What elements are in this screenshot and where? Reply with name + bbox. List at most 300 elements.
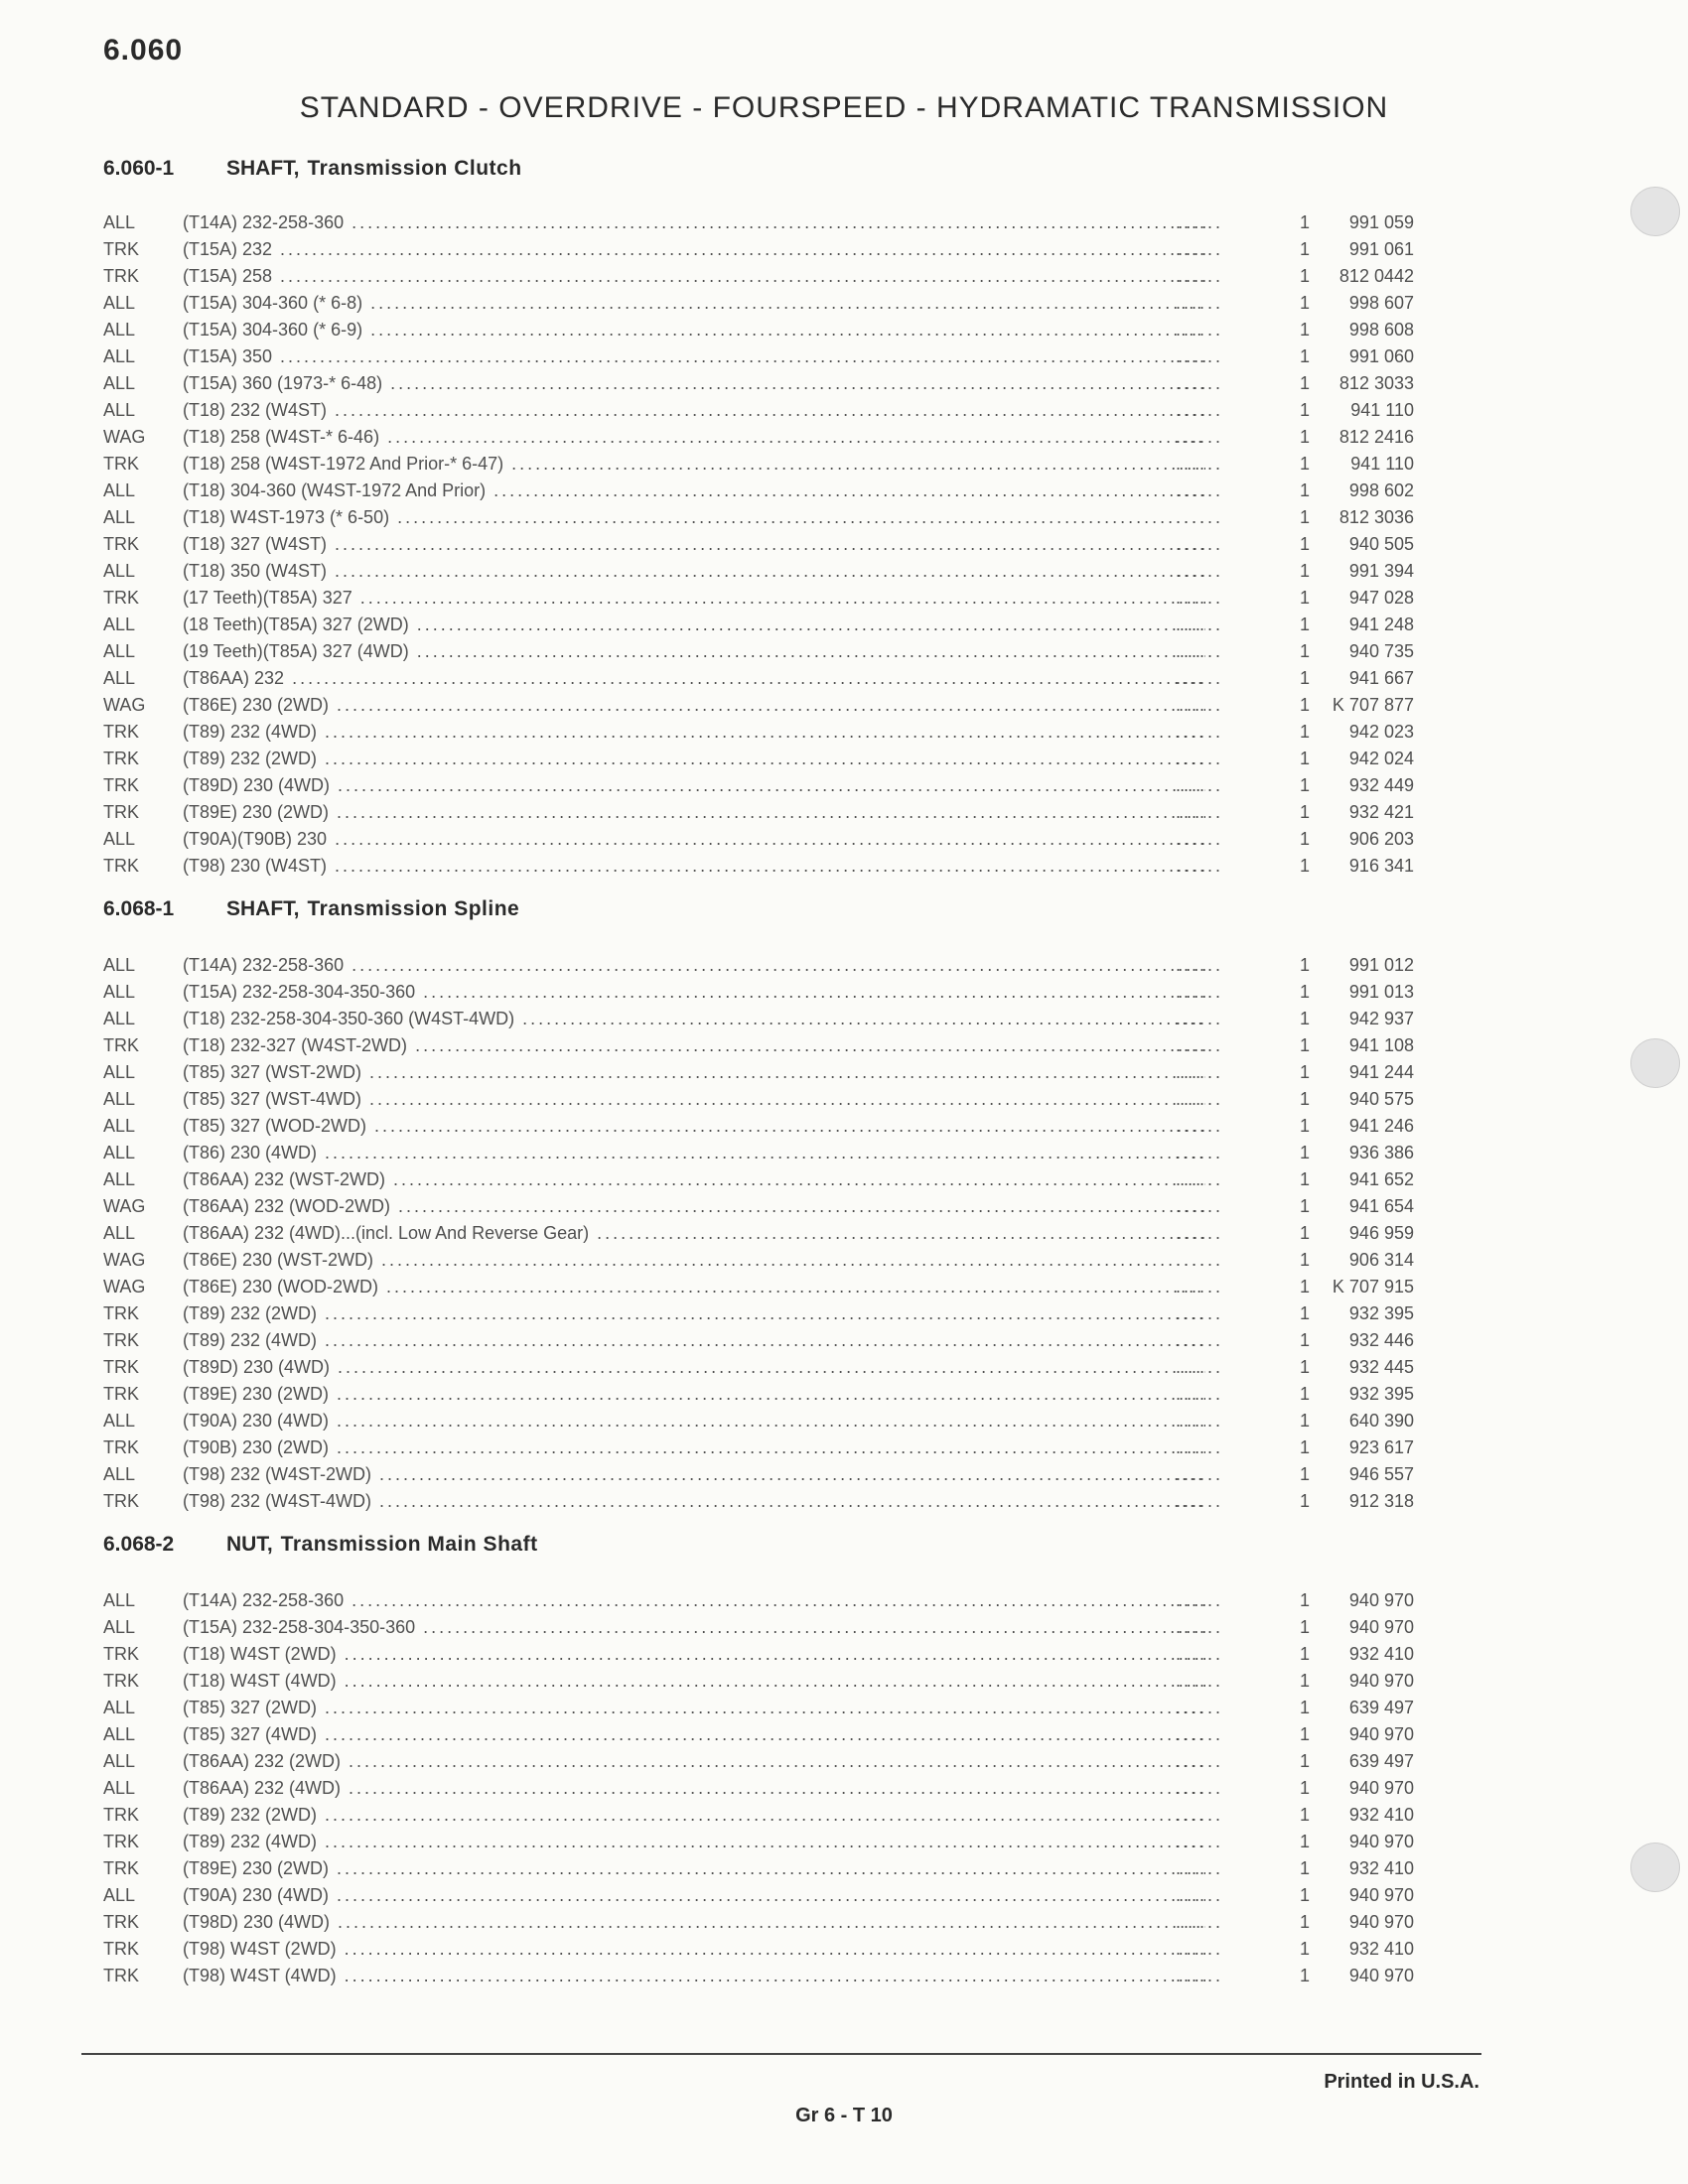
part-description: (T15A) 360 (1973-* 6-48) ..... — [183, 373, 1205, 394]
binder-hole — [1630, 187, 1680, 236]
leader-dots: ...... — [1176, 1062, 1224, 1082]
table-row — [103, 427, 1414, 454]
leader-dots: ...... — [1176, 239, 1224, 259]
leader-dots: ...... — [1176, 1357, 1224, 1377]
table-row — [103, 749, 1414, 775]
application-code: WAG — [103, 695, 146, 715]
quantity: 1 — [1300, 1143, 1311, 1162]
part-description: (T15A) 350 ..... — [183, 346, 1205, 367]
section-heading — [103, 897, 519, 921]
application-code: ALL — [103, 1617, 136, 1637]
table-row — [103, 239, 1414, 266]
application-code: WAG — [103, 1250, 146, 1270]
application-code: TRK — [103, 1966, 139, 1985]
table-row — [103, 454, 1414, 480]
quantity: 1 — [1300, 1858, 1311, 1878]
page-title: STANDARD - OVERDRIVE - FOURSPEED - HYDRAMATIC TRANSMISSION — [299, 91, 1389, 124]
quantity: 1 — [1300, 1062, 1311, 1082]
leader-dots: ...... — [1176, 427, 1224, 447]
table-row — [103, 1751, 1414, 1778]
part-number: 640 390 — [1348, 1411, 1414, 1431]
quantity: 1 — [1300, 1303, 1311, 1323]
application-code: WAG — [103, 1277, 146, 1297]
quantity: 1 — [1300, 1778, 1311, 1798]
binder-hole — [1630, 1843, 1680, 1892]
part-description: (T90B) 230 (2WD) ..... — [183, 1437, 1205, 1458]
part-number: 932 421 — [1348, 802, 1414, 822]
leader-dots: ...... — [1176, 1858, 1224, 1878]
quantity: 1 — [1300, 1169, 1311, 1189]
table-row — [103, 1169, 1414, 1196]
table-row — [103, 1116, 1414, 1143]
application-code: TRK — [103, 1644, 139, 1664]
leader-dots: ...... — [1176, 1035, 1224, 1055]
leader-dots: ...... — [1176, 1116, 1224, 1136]
leader-dots: ...... — [1176, 982, 1224, 1002]
part-number: 932 410 — [1348, 1939, 1414, 1959]
part-description: (T18) 232-327 (W4ST-2WD) ..... — [183, 1035, 1205, 1056]
application-code: ALL — [103, 1009, 136, 1028]
table-row — [103, 982, 1414, 1009]
quantity: 1 — [1300, 1939, 1311, 1959]
leader-dots: ...... — [1176, 1617, 1224, 1637]
part-description: (T90A)(T90B) 230 ..... — [183, 829, 1205, 850]
part-description: (18 Teeth)(T85A) 327 (2WD) ..... — [183, 614, 1205, 635]
page-reference: Gr 6 - T 10 — [795, 2105, 893, 2126]
section-number: 6.068-1 — [103, 897, 175, 920]
application-code: TRK — [103, 1832, 139, 1851]
quantity: 1 — [1300, 320, 1311, 340]
part-description: (T18) 350 (W4ST) ..... — [183, 561, 1205, 582]
part-description: (T89D) 230 (4WD) ..... — [183, 775, 1205, 796]
leader-dots: ...... — [1176, 1250, 1224, 1270]
quantity: 1 — [1300, 507, 1311, 527]
application-code: TRK — [103, 1357, 139, 1377]
table-row — [103, 1644, 1414, 1671]
leader-dots: ...... — [1176, 588, 1224, 608]
leader-dots: ...... — [1176, 1411, 1224, 1431]
part-description: (T89D) 230 (4WD) ..... — [183, 1357, 1205, 1378]
leader-dots: ...... — [1176, 534, 1224, 554]
quantity: 1 — [1300, 802, 1311, 822]
part-number: 991 394 — [1348, 561, 1414, 581]
part-description: (T15A) 258 ..... — [183, 266, 1205, 287]
part-description: (T14A) 232-258-360 ..... — [183, 212, 1205, 233]
quantity: 1 — [1300, 1116, 1311, 1136]
quantity: 1 — [1300, 1590, 1311, 1610]
application-code: ALL — [103, 982, 136, 1002]
part-description: (T85) 327 (WST-4WD) ..... — [183, 1089, 1205, 1110]
leader-dots: ...... — [1176, 561, 1224, 581]
leader-dots: ...... — [1176, 373, 1224, 393]
part-description: (T89) 232 (4WD) ..... — [183, 722, 1205, 743]
section-description: Transmission Spline — [307, 897, 520, 920]
leader-dots: ...... — [1176, 1089, 1224, 1109]
part-description: (T98) 232 (W4ST-4WD) ..... — [183, 1491, 1205, 1512]
part-description: (T86AA) 232 (4WD)...(incl. Low And Reverse Gear) ..... — [183, 1223, 1205, 1244]
part-description: (T15A) 304-360 (* 6-8) ..... — [183, 293, 1205, 314]
application-code: ALL — [103, 320, 136, 340]
leader-dots: ...... — [1176, 1778, 1224, 1798]
part-number: 932 410 — [1348, 1858, 1414, 1878]
quantity: 1 — [1300, 1751, 1311, 1771]
part-number: 940 970 — [1348, 1590, 1414, 1610]
part-description: (T18) 232-258-304-350-360 (W4ST-4WD) ..... — [183, 1009, 1205, 1029]
application-code: TRK — [103, 1303, 139, 1323]
leader-dots: ...... — [1176, 1143, 1224, 1162]
leader-dots: ...... — [1176, 1590, 1224, 1610]
part-description: (T89) 232 (2WD) ..... — [183, 1303, 1205, 1324]
table-row — [103, 561, 1414, 588]
leader-dots: ...... — [1176, 1751, 1224, 1771]
printed-note: Printed in U.S.A. — [1324, 2071, 1479, 2093]
part-number: 998 607 — [1348, 293, 1414, 313]
application-code: TRK — [103, 1858, 139, 1878]
quantity: 1 — [1300, 1357, 1311, 1377]
part-number: 947 028 — [1348, 588, 1414, 608]
leader-dots: ...... — [1176, 1912, 1224, 1932]
part-number: 936 386 — [1348, 1143, 1414, 1162]
part-description: (T15A) 232 ..... — [183, 239, 1205, 260]
section-description: Transmission Clutch — [307, 157, 522, 180]
leader-dots: ...... — [1176, 641, 1224, 661]
part-number: 942 937 — [1348, 1009, 1414, 1028]
part-number: 998 602 — [1348, 480, 1414, 500]
application-code: ALL — [103, 346, 136, 366]
part-description: (T18) 258 (W4ST-1972 And Prior-* 6-47) ..... — [183, 454, 1205, 475]
quantity: 1 — [1300, 400, 1311, 420]
part-number: 639 497 — [1348, 1698, 1414, 1717]
application-code: TRK — [103, 588, 139, 608]
leader-dots: ...... — [1176, 722, 1224, 742]
leader-dots: ...... — [1176, 1009, 1224, 1028]
section-description: Transmission Main Shaft — [280, 1533, 538, 1556]
leader-dots: ...... — [1176, 320, 1224, 340]
part-number: 639 497 — [1348, 1751, 1414, 1771]
quantity: 1 — [1300, 427, 1311, 447]
application-code: ALL — [103, 400, 136, 420]
application-code: ALL — [103, 212, 136, 232]
part-description: (T86AA) 232 (2WD) ..... — [183, 1751, 1205, 1772]
part-description: (T15A) 232-258-304-350-360 ..... — [183, 1617, 1205, 1638]
part-description: (T98) 230 (W4ST) ..... — [183, 856, 1205, 877]
section-heading — [103, 1533, 538, 1557]
part-number: 923 617 — [1348, 1437, 1414, 1457]
leader-dots: ...... — [1176, 293, 1224, 313]
quantity: 1 — [1300, 1277, 1311, 1297]
parts-list — [103, 1590, 1414, 1992]
part-number: 932 449 — [1348, 775, 1414, 795]
part-description: (T18) 258 (W4ST-* 6-46) ..... — [183, 427, 1205, 448]
table-row — [103, 1885, 1414, 1912]
leader-dots: ...... — [1176, 1644, 1224, 1664]
leader-dots: ...... — [1176, 1464, 1224, 1484]
table-row — [103, 1223, 1414, 1250]
part-description: (T89) 232 (4WD) ..... — [183, 1330, 1205, 1351]
part-number: 941 108 — [1348, 1035, 1414, 1055]
application-code: ALL — [103, 480, 136, 500]
quantity: 1 — [1300, 1384, 1311, 1404]
part-number: 812 3036 — [1338, 507, 1414, 527]
leader-dots: ...... — [1176, 668, 1224, 688]
application-code: ALL — [103, 668, 136, 688]
part-number: 932 410 — [1348, 1805, 1414, 1825]
application-code: TRK — [103, 749, 139, 768]
part-description: (T89E) 230 (2WD) ..... — [183, 1384, 1205, 1405]
quantity: 1 — [1300, 373, 1311, 393]
part-number: 946 557 — [1348, 1464, 1414, 1484]
part-number: 940 505 — [1348, 534, 1414, 554]
quantity: 1 — [1300, 480, 1311, 500]
binder-hole — [1630, 1038, 1680, 1088]
table-row — [103, 1303, 1414, 1330]
application-code: ALL — [103, 1062, 136, 1082]
application-code: WAG — [103, 1196, 146, 1216]
leader-dots: ...... — [1176, 829, 1224, 849]
quantity: 1 — [1300, 1671, 1311, 1691]
part-number: 941 248 — [1348, 614, 1414, 634]
table-row — [103, 955, 1414, 982]
application-code: TRK — [103, 454, 139, 474]
part-description: (T89) 232 (2WD) ..... — [183, 1805, 1205, 1826]
application-code: ALL — [103, 1885, 136, 1905]
quantity: 1 — [1300, 1009, 1311, 1028]
application-code: ALL — [103, 955, 136, 975]
table-row — [103, 695, 1414, 722]
application-code: TRK — [103, 802, 139, 822]
table-row — [103, 1357, 1414, 1384]
leader-dots: ...... — [1176, 1169, 1224, 1189]
table-row — [103, 1196, 1414, 1223]
leader-dots: ...... — [1176, 1277, 1224, 1297]
part-description: (T89) 232 (4WD) ..... — [183, 1832, 1205, 1852]
part-description: (T86AA) 232 (WOD-2WD) ..... — [183, 1196, 1205, 1217]
quantity: 1 — [1300, 1805, 1311, 1825]
application-code: ALL — [103, 1089, 136, 1109]
part-description: (T98) W4ST (4WD) ..... — [183, 1966, 1205, 1986]
application-code: ALL — [103, 293, 136, 313]
part-number: 932 446 — [1348, 1330, 1414, 1350]
table-row — [103, 534, 1414, 561]
part-description: (T18) W4ST-1973 (* 6-50) ..... — [183, 507, 1205, 528]
part-description: (T85) 327 (WOD-2WD) ..... — [183, 1116, 1205, 1137]
part-description: (T85) 327 (4WD) ..... — [183, 1724, 1205, 1745]
application-code: ALL — [103, 1143, 136, 1162]
quantity: 1 — [1300, 1885, 1311, 1905]
table-row — [103, 1411, 1414, 1437]
part-number: 991 060 — [1348, 346, 1414, 366]
table-row — [103, 1491, 1414, 1518]
quantity: 1 — [1300, 1644, 1311, 1664]
quantity: 1 — [1300, 749, 1311, 768]
part-number: 906 203 — [1348, 829, 1414, 849]
part-description: (T18) W4ST (2WD) ..... — [183, 1644, 1205, 1665]
part-number: 941 654 — [1348, 1196, 1414, 1216]
quantity: 1 — [1300, 588, 1311, 608]
part-number: 812 2416 — [1338, 427, 1414, 447]
application-code: TRK — [103, 856, 139, 876]
part-description: (T90A) 230 (4WD) ..... — [183, 1411, 1205, 1432]
part-number: 940 970 — [1348, 1832, 1414, 1851]
leader-dots: ...... — [1176, 1384, 1224, 1404]
quantity: 1 — [1300, 1437, 1311, 1457]
table-row — [103, 373, 1414, 400]
table-row — [103, 320, 1414, 346]
part-number: 941 244 — [1348, 1062, 1414, 1082]
part-number: 940 970 — [1348, 1671, 1414, 1691]
application-code: ALL — [103, 1116, 136, 1136]
part-number: 916 341 — [1348, 856, 1414, 876]
part-description: (T86AA) 232 ..... — [183, 668, 1205, 689]
table-row — [103, 588, 1414, 614]
leader-dots: ...... — [1176, 212, 1224, 232]
application-code: TRK — [103, 1437, 139, 1457]
table-row — [103, 829, 1414, 856]
application-code: TRK — [103, 1035, 139, 1055]
quantity: 1 — [1300, 1223, 1311, 1243]
leader-dots: ...... — [1176, 1491, 1224, 1511]
quantity: 1 — [1300, 212, 1311, 232]
table-row — [103, 1590, 1414, 1617]
part-number: 812 3033 — [1338, 373, 1414, 393]
section-name: SHAFT, — [226, 897, 300, 920]
part-number: 941 110 — [1350, 400, 1414, 420]
part-number: 932 445 — [1348, 1357, 1414, 1377]
table-row — [103, 1143, 1414, 1169]
quantity: 1 — [1300, 1912, 1311, 1932]
table-row — [103, 614, 1414, 641]
leader-dots: ...... — [1176, 480, 1224, 500]
section-name: SHAFT, — [226, 157, 300, 180]
part-number: 991 059 — [1348, 212, 1414, 232]
quantity: 1 — [1300, 695, 1311, 715]
part-description: (T86E) 230 (WST-2WD) ..... — [183, 1250, 1205, 1271]
quantity: 1 — [1300, 266, 1311, 286]
part-number: 942 023 — [1348, 722, 1414, 742]
quantity: 1 — [1300, 1617, 1311, 1637]
application-code: ALL — [103, 1698, 136, 1717]
quantity: 1 — [1300, 1491, 1311, 1511]
quantity: 1 — [1300, 1330, 1311, 1350]
leader-dots: ...... — [1176, 1698, 1224, 1717]
leader-dots: ...... — [1176, 1724, 1224, 1744]
part-description: (T18) 327 (W4ST) ..... — [183, 534, 1205, 555]
part-number: 940 970 — [1348, 1724, 1414, 1744]
quantity: 1 — [1300, 668, 1311, 688]
quantity: 1 — [1300, 955, 1311, 975]
application-code: ALL — [103, 1169, 136, 1189]
part-number: 941 652 — [1348, 1169, 1414, 1189]
quantity: 1 — [1300, 1089, 1311, 1109]
footer-rule — [81, 2053, 1481, 2055]
leader-dots: ...... — [1176, 614, 1224, 634]
quantity: 1 — [1300, 346, 1311, 366]
application-code: TRK — [103, 722, 139, 742]
section-name: NUT, — [226, 1533, 273, 1556]
leader-dots: ...... — [1176, 1939, 1224, 1959]
application-code: TRK — [103, 775, 139, 795]
table-row — [103, 346, 1414, 373]
quantity: 1 — [1300, 1832, 1311, 1851]
part-description: (T18) 232 (W4ST) ..... — [183, 400, 1205, 421]
table-row — [103, 1384, 1414, 1411]
part-number: 932 410 — [1348, 1644, 1414, 1664]
table-row — [103, 212, 1414, 239]
table-row — [103, 1062, 1414, 1089]
part-description: (T98D) 230 (4WD) ..... — [183, 1912, 1205, 1933]
application-code: TRK — [103, 1912, 139, 1932]
part-number: 940 970 — [1348, 1885, 1414, 1905]
part-number: 940 735 — [1348, 641, 1414, 661]
leader-dots: ...... — [1176, 955, 1224, 975]
leader-dots: ...... — [1176, 1223, 1224, 1243]
part-description: (T85) 327 (2WD) ..... — [183, 1698, 1205, 1718]
table-row — [103, 293, 1414, 320]
quantity: 1 — [1300, 1250, 1311, 1270]
part-number: 932 395 — [1348, 1303, 1414, 1323]
part-number: 942 024 — [1348, 749, 1414, 768]
application-code: TRK — [103, 1384, 139, 1404]
application-code: ALL — [103, 1223, 136, 1243]
part-description: (T15A) 232-258-304-350-360 ..... — [183, 982, 1205, 1003]
part-number: 940 970 — [1348, 1778, 1414, 1798]
part-number: 940 575 — [1348, 1089, 1414, 1109]
part-description: (T14A) 232-258-360 ..... — [183, 1590, 1205, 1611]
parts-list — [103, 212, 1414, 883]
leader-dots: ...... — [1176, 775, 1224, 795]
quantity: 1 — [1300, 1724, 1311, 1744]
leader-dots: ...... — [1176, 856, 1224, 876]
parts-list — [103, 955, 1414, 1518]
leader-dots: ...... — [1176, 1671, 1224, 1691]
section-number: 6.060-1 — [103, 157, 175, 180]
table-row — [103, 802, 1414, 829]
part-number: 940 970 — [1348, 1912, 1414, 1932]
table-row — [103, 507, 1414, 534]
application-code: ALL — [103, 1778, 136, 1798]
table-row — [103, 1832, 1414, 1858]
part-number: 940 970 — [1348, 1966, 1414, 1985]
part-description: (T89) 232 (2WD) ..... — [183, 749, 1205, 769]
section-number: 6.068-2 — [103, 1533, 175, 1556]
part-number: 912 318 — [1348, 1491, 1414, 1511]
part-number: 941 110 — [1350, 454, 1414, 474]
leader-dots: ...... — [1176, 1303, 1224, 1323]
leader-dots: ...... — [1176, 346, 1224, 366]
application-code: TRK — [103, 1491, 139, 1511]
quantity: 1 — [1300, 534, 1311, 554]
application-code: TRK — [103, 239, 139, 259]
part-number: 991 013 — [1348, 982, 1414, 1002]
quantity: 1 — [1300, 1698, 1311, 1717]
table-row — [103, 1939, 1414, 1966]
table-row — [103, 1089, 1414, 1116]
leader-dots: ...... — [1176, 400, 1224, 420]
table-row — [103, 668, 1414, 695]
leader-dots: ...... — [1176, 749, 1224, 768]
application-code: ALL — [103, 1724, 136, 1744]
leader-dots: ...... — [1176, 1832, 1224, 1851]
part-description: (17 Teeth)(T85A) 327 ..... — [183, 588, 1205, 609]
quantity: 1 — [1300, 293, 1311, 313]
table-row — [103, 641, 1414, 668]
part-number: K 707 877 — [1332, 695, 1414, 715]
part-number: K 707 915 — [1332, 1277, 1414, 1297]
quantity: 1 — [1300, 982, 1311, 1002]
table-row — [103, 1277, 1414, 1303]
quantity: 1 — [1300, 1966, 1311, 1985]
table-row — [103, 856, 1414, 883]
